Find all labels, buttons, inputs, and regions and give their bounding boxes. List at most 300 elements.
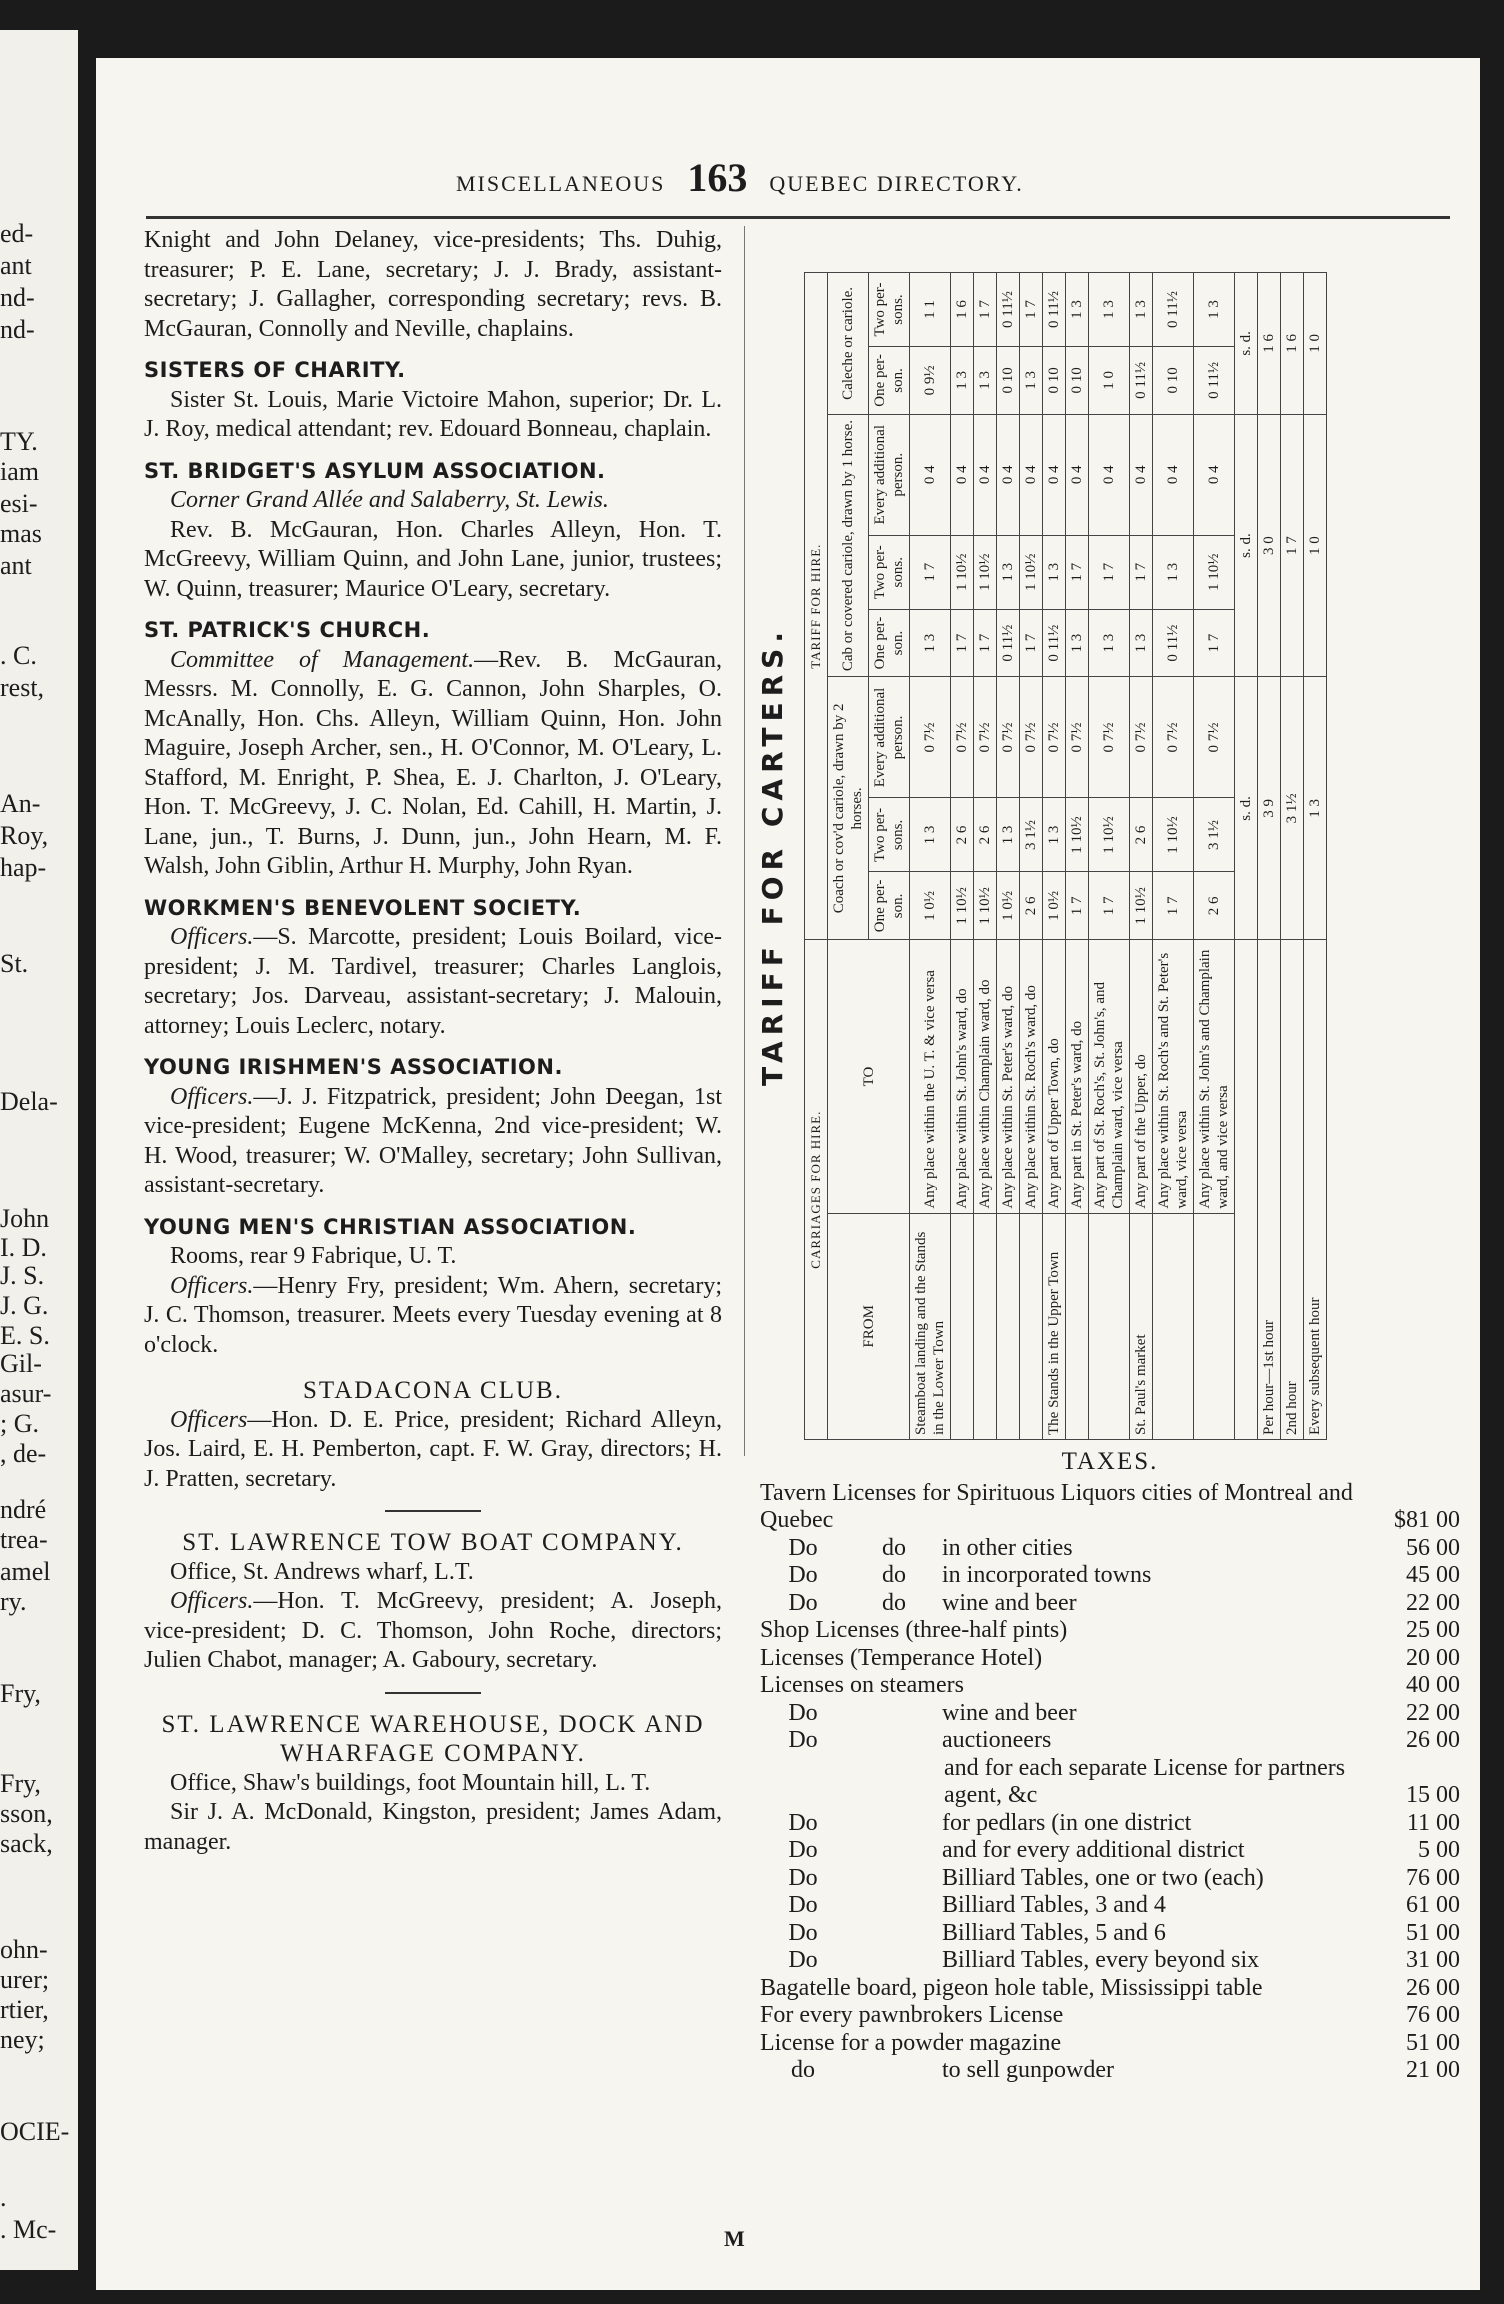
ditto-mark: Do (788, 1699, 818, 1726)
to-cell: Any place within the U. T. & vice versa (910, 940, 951, 1213)
tax-row (760, 1617, 1460, 1645)
tax-row (760, 1837, 1460, 1865)
tax-amount: 25 00 (1406, 1617, 1460, 1643)
fare-cell: 0 7½ (1130, 677, 1153, 798)
tax-label: For every pawnbrokers License (760, 2002, 1064, 2028)
header-left: MISCELLANEOUS (456, 171, 666, 196)
fare-cell: 1 3 (997, 798, 1020, 872)
tax-label: Bagatelle board, pigeon hole table, Mississippi table (760, 1974, 1263, 2001)
tax-row (760, 1865, 1460, 1893)
section-address: Rooms, rear 9 Fabrique, U. T. (170, 1243, 457, 1269)
margin-fragment: John (0, 1204, 50, 1233)
fare-cell: 0 7½ (1089, 677, 1130, 798)
hour-fare-cell: 1 6 (1281, 273, 1304, 415)
fare-cell: 1 10½ (1089, 798, 1130, 872)
tariff-row (974, 273, 997, 1440)
tax-row (760, 1700, 1460, 1728)
units-spacer (1235, 940, 1258, 1440)
tax-row (760, 1947, 1460, 1975)
margin-fragment: mas (0, 519, 42, 548)
group-header: Coach or cov'd cariole, drawn by 2 horses. (828, 677, 869, 940)
margin-fragment: Dela- (0, 1087, 58, 1116)
running-header (456, 154, 1356, 201)
fare-cell: 2 6 (1020, 872, 1043, 940)
fare-cell: 1 3 (1089, 609, 1130, 677)
fare-cell: 1 7 (974, 273, 997, 347)
left-column (144, 226, 722, 1857)
taxes-heading: TAXES. (1061, 1448, 1159, 1475)
col-header: One per- son. (869, 609, 910, 677)
fare-cell: 1 10½ (1153, 798, 1194, 872)
tax-amount: 22 00 (1406, 1589, 1460, 1616)
tax-amount: 76 00 (1406, 1864, 1460, 1891)
tax-row (760, 1975, 1460, 2003)
margin-fragment: . (0, 2183, 7, 2212)
fare-cell: 0 7½ (1043, 677, 1066, 798)
hour-row (1258, 273, 1281, 1440)
fare-cell: 0 7½ (1066, 677, 1089, 798)
fare-cell: 1 3 (1130, 273, 1153, 347)
fare-cell: 0 7½ (997, 677, 1020, 798)
margin-fragment: sack, (0, 1829, 53, 1858)
tariff-row (1089, 273, 1130, 1440)
tax-amount: 21 00 (1406, 2057, 1460, 2083)
fare-cell: 1 10½ (951, 872, 974, 940)
tax-row (760, 1590, 1460, 1618)
tax-label: Billiard Tables, every beyond six (942, 1947, 1260, 1973)
section-heading: WORKMEN'S BENEVOLENT SOCIETY. (144, 895, 582, 920)
fare-cell: 1 3 (1020, 347, 1043, 415)
tariff-row (1153, 273, 1194, 1440)
tax-row (760, 1810, 1460, 1838)
hour-row (1281, 273, 1304, 1440)
margin-fragment: ed- (0, 219, 34, 248)
hour-fare-cell: 1 0 (1304, 414, 1327, 677)
from-cell: St. Paul's market (1130, 1213, 1153, 1439)
hour-fare-cell: 1 6 (1258, 273, 1281, 415)
fare-cell: 0 4 (1194, 414, 1235, 535)
adjacent-page-fragment (0, 30, 78, 2270)
section-body: Committee of Management.—Rev. B. McGauran, Messrs. M. Connolly, E. G. Cannon, John Sharples, O. McAnally, Hon. Chs. Alleyn, William Quinn, Hon. John Maguire, Joseph Archer, sen., H. O'Connor, M. O'Leary, L. Stafford, M. Enright, P. Shea, E. J. Charlton, J. O'Leary, Hon. T. McGreevy, J. C. Nolan, Ed. Cahill, H. Martin, J. Lane, jun., T. Burns, J. Dunn, jun., John Hearn, M. F. Walsh, John Giblin, Arthur H. Murphy, John Ryan. (144, 646, 722, 879)
group-header: Caleche or cariole. (828, 273, 869, 415)
col-header: Every additional person. (869, 414, 910, 535)
hour-fare-cell: 1 7 (1281, 414, 1304, 677)
directory-page (96, 58, 1480, 2290)
tax-amount: 45 00 (1406, 1562, 1460, 1588)
fare-cell: 1 3 (1043, 535, 1066, 609)
tax-row (760, 1480, 1460, 1535)
from-cell (1020, 1213, 1043, 1439)
fare-cell: 0 11½ (997, 609, 1020, 677)
tax-label: Shop Licenses (three-half pints) (760, 1617, 1068, 1643)
margin-fragment: nd- (0, 315, 35, 344)
hour-fare-cell: 3 9 (1258, 677, 1281, 940)
tax-label: Tavern Licenses for Spirituous Liquors cities of Montreal and Quebec (760, 1479, 1353, 1533)
margin-fragment: hap- (0, 853, 47, 882)
to-cell: Any part of Upper Town, do (1043, 940, 1066, 1213)
fare-cell: 1 3 (1066, 273, 1089, 347)
tax-amount: 61 00 (1406, 1892, 1460, 1918)
section-address: Office, Shaw's buildings, foot Mountain hill, L. T. (170, 1769, 651, 1796)
from-cell: Steamboat landing and the Stands in the Lower Town (910, 1213, 951, 1439)
from-header: FROM (828, 1213, 910, 1439)
fare-cell: 0 4 (1043, 414, 1066, 535)
ditto-mark: Do (788, 1837, 818, 1863)
tariff-body (910, 273, 1327, 1440)
fare-cell: 1 7 (1066, 535, 1089, 609)
tariff-row (1130, 273, 1153, 1440)
fare-cell: 1 10½ (951, 535, 974, 609)
fare-cell: 1 10½ (1066, 798, 1089, 872)
tax-row (760, 1535, 1460, 1563)
margin-fragment: ant (0, 551, 32, 580)
fare-cell: 2 6 (974, 798, 997, 872)
from-cell (997, 1213, 1020, 1439)
to-cell: Any place within St. Peter's ward, do (997, 940, 1020, 1213)
section-body: Officers.—Henry Fry, president; Wm. Ahern, secretary; J. C. Thomson, treasurer. Meets every Tuesday evening at 8 o'clock. (144, 1272, 722, 1358)
tax-label: wine and beer (942, 1589, 1077, 1616)
fare-cell: 0 7½ (1020, 677, 1043, 798)
to-cell: Any place within St. John's and Champlain ward, and vice versa (1194, 940, 1235, 1213)
col-header: One per- son. (869, 347, 910, 415)
hour-row (1304, 273, 1327, 1440)
units-cell: s. d. (1235, 414, 1258, 677)
tax-amount: 5 00 (1418, 1837, 1460, 1863)
section-body: Officers—Hon. D. E. Price, president; Richard Alleyn, Jos. Laird, E. H. Pemberton, capt. F. W. Gray, directors; H. J. Pratten, secretary. (144, 1406, 722, 1492)
from-cell: The Stands in the Upper Town (1043, 1213, 1066, 1439)
margin-fragment: Fry, (0, 1679, 41, 1708)
units-cell: s. d. (1235, 273, 1258, 415)
fare-cell: 0 7½ (1194, 677, 1235, 798)
fare-cell: 0 4 (951, 414, 974, 535)
col-header: Two per- sons. (869, 273, 910, 347)
to-cell: Any place within Champlain ward, do (974, 940, 997, 1213)
tax-row (760, 1727, 1460, 1755)
fare-cell: 0 4 (1089, 414, 1130, 535)
fare-cell: 0 11½ (1153, 609, 1194, 677)
section-heading: ST. LAWRENCE TOW BOAT COMPANY. (182, 1529, 684, 1556)
margin-fragment: ry. (0, 1587, 27, 1616)
taxes-list (760, 1480, 1460, 2085)
to-cell: Any part in St. Peter's ward, do (1066, 940, 1089, 1213)
margin-fragment: ney; (0, 2025, 45, 2054)
tariff-row (910, 273, 951, 1440)
margin-fragment: An- (0, 789, 41, 818)
tax-row (760, 1892, 1460, 1920)
fare-cell: 3 1½ (1020, 798, 1043, 872)
fare-cell: 1 7 (1130, 535, 1153, 609)
fare-cell: 1 6 (951, 273, 974, 347)
tax-label: and for every additional district (942, 1837, 1245, 1863)
fare-cell: 1 7 (1153, 872, 1194, 940)
hire-header: TARIFF FOR HIRE. (805, 273, 828, 940)
units-row (1235, 273, 1258, 1440)
fare-cell: 1 3 (1043, 798, 1066, 872)
fare-cell: 1 3 (951, 347, 974, 415)
ditto-mark: Do (788, 1892, 818, 1918)
section-address: Corner Grand Allée and Salaberry, St. Lewis. (170, 487, 609, 513)
margin-fragment: J. S. (0, 1261, 45, 1290)
tax-amount: 31 00 (1406, 1947, 1460, 1973)
tax-row (760, 2030, 1460, 2058)
from-cell (1153, 1213, 1194, 1439)
fare-cell: 1 7 (1020, 273, 1043, 347)
section-body: Officers.—J. J. Fitzpatrick, president; John Deegan, 1st vice-president; Eugene McKenna, 2nd vice-president; W. H. Wood, treasurer; W. O'Malley, secretary; John Sullivan, assistant-secretary. (144, 1083, 722, 1198)
section-body: Sister St. Louis, Marie Victoire Mahon, superior; Dr. L. J. Roy, medical attendant; rev. Edouard Bonneau, chaplain. (144, 386, 722, 442)
divider (385, 1692, 481, 1694)
fare-cell: 0 10 (1066, 347, 1089, 415)
col-header: One per- son. (869, 872, 910, 940)
fare-cell: 1 0½ (1043, 872, 1066, 940)
margin-fragment: I. D. (0, 1233, 47, 1262)
tax-label: auctioneers (942, 1727, 1052, 1753)
fare-cell: 1 3 (1066, 609, 1089, 677)
section-address: Office, St. Andrews wharf, L.T. (170, 1558, 474, 1585)
fare-cell: 0 4 (910, 414, 951, 535)
section-heading: ST. BRIDGET'S ASYLUM ASSOCIATION. (144, 458, 606, 483)
ditto-mark: Do (788, 1947, 818, 1973)
fare-cell: 0 4 (1153, 414, 1194, 535)
column-rule (744, 226, 745, 1456)
margin-fragment: OCIE- (0, 2117, 70, 2146)
fare-cell: 0 4 (1020, 414, 1043, 535)
fare-cell: 1 3 (997, 535, 1020, 609)
ditto-mark: Do (788, 1809, 818, 1836)
tax-amount: 26 00 (1406, 1727, 1460, 1753)
fare-cell: 0 7½ (1153, 677, 1194, 798)
tax-label: Billiard Tables, one or two (each) (942, 1864, 1264, 1891)
tax-label: Billiard Tables, 5 and 6 (942, 1919, 1166, 1946)
fare-cell: 1 3 (910, 609, 951, 677)
tariff-row (997, 273, 1020, 1440)
margin-fragment: sson, (0, 1799, 53, 1828)
fare-cell: 1 10½ (1130, 872, 1153, 940)
tax-label: Billiard Tables, 3 and 4 (942, 1892, 1166, 1918)
tax-amount: 20 00 (1406, 1644, 1460, 1671)
header-right: QUEBEC DIRECTORY. (769, 171, 1024, 196)
fare-cell: 1 3 (1130, 609, 1153, 677)
fare-cell: 2 6 (951, 798, 974, 872)
fare-cell: 0 4 (974, 414, 997, 535)
ditto-mark: do (791, 2057, 815, 2083)
tax-amount: 76 00 (1406, 2002, 1460, 2028)
tariff-title: TARIFF FOR CARTERS. (756, 626, 789, 1086)
fare-cell: 1 7 (1089, 535, 1130, 609)
margin-fragment: ant (0, 251, 32, 280)
fare-cell: 1 7 (951, 609, 974, 677)
section-body: Sir J. A. McDonald, Kingston, president; James Adam, manager. (144, 1799, 722, 1855)
margin-fragment: urer; (0, 1965, 50, 1994)
tariff-row (951, 273, 974, 1440)
taxes-section (760, 1448, 1460, 2085)
from-cell (1089, 1213, 1130, 1439)
fare-cell: 0 11½ (1153, 273, 1194, 347)
ditto-mark: Do (788, 1589, 818, 1616)
margin-fragment: Roy, (0, 821, 49, 850)
col-header: Two per- sons. (869, 535, 910, 609)
fare-cell: 2 6 (1130, 798, 1153, 872)
tax-amount: 51 00 (1406, 1919, 1460, 1946)
margin-fragment: amel (0, 1557, 51, 1586)
margin-fragment: TY. (0, 427, 38, 456)
to-cell: Any place within St. John's ward, do (951, 940, 974, 1213)
to-cell: Any place within St. Roch's and St. Peter's ward, vice versa (1153, 940, 1194, 1213)
margin-fragment: rest, (0, 673, 45, 702)
divider (385, 1510, 481, 1512)
margin-fragment: esi- (0, 489, 38, 518)
fare-cell: 1 7 (910, 535, 951, 609)
margin-fragment: , de- (0, 1439, 47, 1468)
fare-cell: 0 4 (1130, 414, 1153, 535)
tax-amount: 51 00 (1406, 2029, 1460, 2056)
fare-cell: 1 7 (974, 609, 997, 677)
fare-cell: 3 1½ (1194, 798, 1235, 872)
ditto-mark: do (882, 1589, 906, 1616)
fare-cell: 1 10½ (1194, 535, 1235, 609)
fare-cell: 1 10½ (1020, 535, 1043, 609)
header-rule (146, 216, 1450, 219)
margin-fragment: Gil- (0, 1349, 42, 1378)
margin-fragment: E. S. (0, 1321, 50, 1350)
margin-fragment: rtier, (0, 1995, 49, 2024)
fare-cell: 0 11½ (1043, 273, 1066, 347)
fare-cell: 0 4 (1066, 414, 1089, 535)
tax-label: to sell gunpowder (942, 2057, 1114, 2083)
fare-cell: 1 0½ (910, 872, 951, 940)
margin-fragment: J. G. (0, 1291, 49, 1320)
to-header: TO (828, 940, 910, 1213)
from-cell (951, 1213, 974, 1439)
col-header: Two per- sons. (869, 798, 910, 872)
hour-fare-cell: 3 0 (1258, 414, 1281, 677)
tax-amount: $81 00 (1394, 1507, 1460, 1533)
fare-cell: 1 10½ (974, 872, 997, 940)
carriages-header: CARRIAGES FOR HIRE. (805, 940, 828, 1440)
tax-label: for pedlars (in one district (942, 1809, 1192, 1836)
hour-label: Per hour—1st hour (1258, 940, 1281, 1440)
tariff-row (1020, 273, 1043, 1440)
tax-label: Licenses (Temperance Hotel) (760, 1644, 1043, 1671)
tax-label: License for a powder magazine (760, 2029, 1062, 2056)
margin-fragment: . Mc- (0, 2215, 57, 2244)
fare-cell: 0 11½ (1043, 609, 1066, 677)
margin-fragment: nd- (0, 283, 35, 312)
margin-fragment: Fry, (0, 1769, 41, 1798)
fare-cell: 1 0 (1089, 347, 1130, 415)
tariff-for-carters (756, 272, 1460, 1440)
fare-cell: 1 7 (1020, 609, 1043, 677)
tariff-row (1043, 273, 1066, 1440)
fare-cell: 1 7 (1066, 872, 1089, 940)
section-heading: STADACONA CLUB. (303, 1377, 563, 1404)
to-cell: Any part of the Upper, do (1130, 940, 1153, 1213)
section-heading: YOUNG MEN'S CHRISTIAN ASSOCIATION. (144, 1214, 637, 1239)
margin-fragment: trea- (0, 1525, 48, 1554)
ditto-mark: do (882, 1534, 906, 1561)
continued-paragraph: Knight and John Delaney, vice-presidents; Ths. Duhig, treasurer; P. E. Lane, secretary; J. J. Brady, assistant-secretary; J. Gallagher, corresponding secretary; revs. B. McGauran, Connolly and Neville, chaplains. (144, 227, 722, 342)
tax-label: wine and beer (942, 1699, 1077, 1726)
margin-fragment: ohn- (0, 1935, 48, 1964)
tax-row (760, 2002, 1460, 2030)
fare-cell: 0 11½ (997, 273, 1020, 347)
ditto-mark: Do (788, 1534, 818, 1561)
fare-cell: 0 10 (997, 347, 1020, 415)
tax-row (760, 2057, 1460, 2085)
tax-label: in other cities (942, 1534, 1073, 1561)
tax-amount: 56 00 (1406, 1534, 1460, 1561)
hour-fare-cell: 1 0 (1304, 273, 1327, 415)
fare-cell: 0 10 (1043, 347, 1066, 415)
tax-amount: 26 00 (1406, 1974, 1460, 2001)
ditto-mark: do (882, 1562, 906, 1588)
section-heading: ST. PATRICK'S CHURCH. (144, 618, 431, 642)
section-heading: ST. LAWRENCE WAREHOUSE, DOCK AND WHARFAGE COMPANY. (161, 1710, 705, 1767)
ditto-mark: Do (788, 1727, 818, 1753)
margin-fragment: . C. (0, 641, 37, 670)
section-body: Officers.—S. Marcotte, president; Louis Boilard, vice-president; J. M. Tardivel, treasurer; Charles Langlois, secretary; Jos. Darveau, assistant-secretary; J. Malouin, attorney; Louis Leclerc, notary. (144, 924, 722, 1039)
fare-cell: 1 3 (1153, 535, 1194, 609)
hour-fare-cell: 1 3 (1304, 677, 1327, 940)
from-cell (1194, 1213, 1235, 1439)
fare-cell: 1 0½ (997, 872, 1020, 940)
tariff-table (804, 272, 1327, 1440)
from-cell (1066, 1213, 1089, 1439)
tariff-row (1066, 273, 1089, 1440)
tax-label: Licenses on steamers (760, 1672, 964, 1698)
fare-cell: 1 3 (1194, 273, 1235, 347)
group-header: Cab or covered cariole, drawn by 1 horse. (828, 414, 869, 677)
fare-cell: 1 10½ (974, 535, 997, 609)
tax-amount: 11 00 (1406, 1809, 1460, 1836)
margin-fragment: St. (0, 949, 29, 978)
fare-cell: 1 3 (1089, 273, 1130, 347)
fare-cell: 0 7½ (910, 677, 951, 798)
fare-cell: 1 7 (1089, 872, 1130, 940)
fare-cell: 0 4 (997, 414, 1020, 535)
tax-row (760, 1645, 1460, 1673)
section-body: Rev. B. McGauran, Hon. Charles Alleyn, Hon. T. McGreevy, William Quinn, and John Lane, junior, trustees; W. Quinn, treasurer; Maurice O'Leary, secretary. (144, 516, 722, 602)
hour-label: 2nd hour (1281, 940, 1304, 1440)
fare-cell: 0 7½ (974, 677, 997, 798)
fare-cell: 1 3 (910, 798, 951, 872)
tax-row (760, 1920, 1460, 1948)
signature-mark: M (724, 2226, 745, 2251)
tax-row (760, 1562, 1460, 1590)
hour-label: Every subsequent hour (1304, 940, 1327, 1440)
units-cell: s. d. (1235, 677, 1258, 940)
tariff-row (1194, 273, 1235, 1440)
margin-fragment: ; G. (0, 1409, 39, 1438)
fare-cell: 2 6 (1194, 872, 1235, 940)
section-heading: YOUNG IRISHMEN'S ASSOCIATION. (144, 1055, 563, 1079)
margin-fragment: ndré (0, 1495, 47, 1524)
tax-row (760, 1755, 1460, 1810)
ditto-mark: Do (788, 1919, 818, 1946)
margin-fragment: iam (0, 457, 39, 486)
tax-label: and for each separate License for partners agent, &c (944, 1754, 1346, 1808)
fare-cell: 1 7 (1194, 609, 1235, 677)
ditto-mark: Do (788, 1864, 818, 1891)
ditto-mark: Do (788, 1562, 818, 1588)
fare-cell: 0 9½ (910, 347, 951, 415)
tax-amount: 22 00 (1406, 1699, 1460, 1726)
col-header: Every additional person. (869, 677, 910, 798)
fare-cell: 0 7½ (951, 677, 974, 798)
from-cell (974, 1213, 997, 1439)
hour-fare-cell: 3 1½ (1281, 677, 1304, 940)
fare-cell: 0 11½ (1130, 347, 1153, 415)
fare-cell: 0 11½ (1194, 347, 1235, 415)
